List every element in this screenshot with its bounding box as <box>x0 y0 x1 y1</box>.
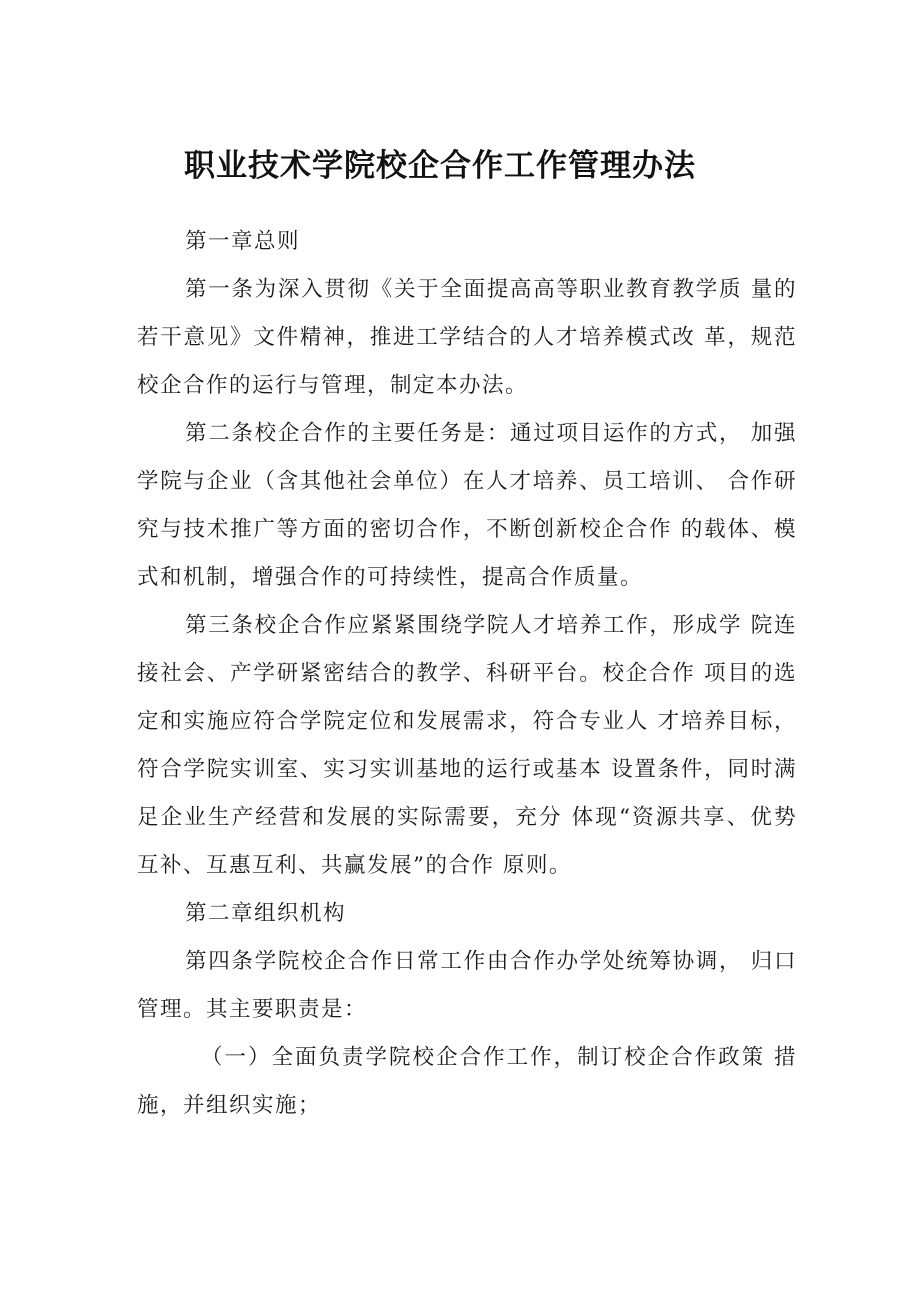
article-paragraph: 第四条学院校企合作日常工作由合作办学处统筹协调， 归口管理。其主要职责是： <box>137 949 797 1022</box>
chapter-heading: 第二章组织机构 <box>185 901 347 926</box>
document-body <box>137 218 797 1130</box>
chapter-heading: 第一章总则 <box>185 229 301 254</box>
article-paragraph: 第二条校企合作的主要任务是：通过项目运作的方式， 加强学院与企业（含其他社会单位）在人才培养、员工培训、 合作研究与技术推广等方面的密切合作，不断创新校企合作 的载体、模式和机制，增强合作的可持续性，提高合作质量。 <box>137 421 797 590</box>
list-item: （一）全面负责学院校企合作工作，制订校企合作政策 措施，并组织实施； <box>137 1045 797 1118</box>
document-title: 职业技术学院校企合作工作管理办法 <box>184 148 696 184</box>
article-paragraph: 第三条校企合作应紧紧围绕学院人才培养工作，形成学 院连接社会、产学研紧密结合的教学、科研平台。校企合作 项目的选定和实施应符合学院定位和发展需求，符合专业人 才培养目标，符合学院实训室、实习实训基地的运行或基本 设置条件，同时满足企业生产经营和发展的实际需要，充分 体现“资源共享、优势互补、互惠互利、共赢发展”的合作 原则。 <box>137 613 797 878</box>
article-paragraph: 第一条为深入贯彻《关于全面提高高等职业教育教学质 量的若干意见》文件精神，推进工学结合的人才培养模式改 革，规范校企合作的运行与管理，制定本办法。 <box>137 277 797 398</box>
